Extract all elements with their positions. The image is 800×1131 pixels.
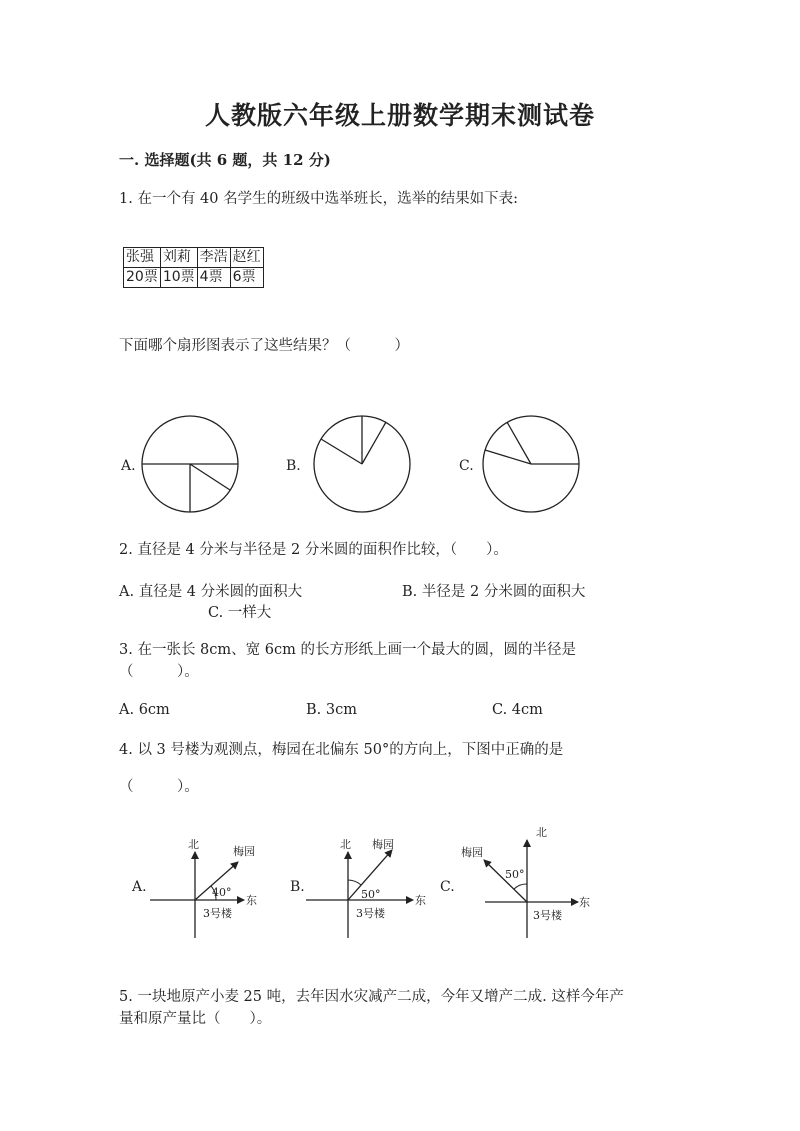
table-cell: 4票 xyxy=(197,268,230,288)
question-1-prompt: 下面哪个扇形图表示了这些结果？（ ） xyxy=(119,338,409,354)
table-cell: 张强 xyxy=(124,248,161,268)
question-2-text: 2. 直径是 4 分米与半径是 2 分米圆的面积作比较，（ ）。 xyxy=(119,542,508,558)
question-4-line-2: （ ）。 xyxy=(119,779,199,795)
question-3-line-1: 3. 在一张长 8cm、宽 6cm 的长方形纸上画一个最大的圆，圆的半径是 xyxy=(119,642,576,658)
east-label: 东 xyxy=(246,894,257,907)
target-label: 梅园 xyxy=(372,838,394,851)
table-cell: 20票 xyxy=(124,268,161,288)
question-1-text: 1. 在一个有 40 名学生的班级中选举班长，选举的结果如下表: xyxy=(119,191,518,207)
section-heading: 一. 选择题(共 6 题，共 12 分) xyxy=(119,151,331,169)
angle-label: 50° xyxy=(505,868,525,881)
question-3-option-b: B. 3cm xyxy=(306,702,357,718)
question-3-line-2: （ ）。 xyxy=(119,664,199,680)
table-cell: 刘莉 xyxy=(160,248,197,268)
table-cell: 6票 xyxy=(230,268,263,288)
direction-diagram-a xyxy=(131,838,257,938)
angle-label: 50° xyxy=(361,888,381,901)
table-cell: 10票 xyxy=(160,268,197,288)
table-cell: 李浩 xyxy=(197,248,230,268)
east-label: 东 xyxy=(579,896,590,909)
question-3-option-a: A. 6cm xyxy=(119,702,170,718)
question-2-option-a: A. 直径是 4 分米圆的面积大 xyxy=(119,584,303,600)
option-c-label: C. xyxy=(459,458,474,474)
north-label: 北 xyxy=(188,838,199,851)
origin-label: 3号楼 xyxy=(203,907,232,920)
east-label: 东 xyxy=(415,894,426,907)
option-b-label: B. xyxy=(290,879,305,895)
question-4-line-1: 4. 以 3 号楼为观测点，梅园在北偏东 50°的方向上，下图中正确的是 xyxy=(119,742,564,758)
north-label: 北 xyxy=(536,826,547,839)
north-label: 北 xyxy=(340,838,351,851)
angle-label: 40° xyxy=(212,886,232,899)
option-a-label: A. xyxy=(132,879,147,895)
page-title: 人教版六年级上册数学期末测试卷 xyxy=(204,101,595,130)
question-2-option-c: C. 一样大 xyxy=(208,605,272,621)
table-cell: 赵红 xyxy=(230,248,263,268)
option-a-label: A. xyxy=(121,458,136,474)
question-5-line-2: 量和原产量比（ ）。 xyxy=(119,1011,272,1027)
question-5-line-1: 5. 一块地原产小麦 25 吨，去年因水灾减产二成，今年又增产二成. 这样今年产 xyxy=(119,989,624,1005)
option-b-label: B. xyxy=(286,458,301,474)
direction-diagram-b xyxy=(290,837,426,938)
option-c-label: C. xyxy=(440,879,455,895)
target-label: 梅园 xyxy=(233,845,255,858)
origin-label: 3号楼 xyxy=(533,909,562,922)
direction-diagram-c xyxy=(440,826,590,938)
origin-label: 3号楼 xyxy=(356,907,385,920)
question-2-option-b: B. 半径是 2 分米圆的面积大 xyxy=(402,584,586,600)
target-label: 梅园 xyxy=(461,846,483,859)
question-3-option-c: C. 4cm xyxy=(492,702,543,718)
